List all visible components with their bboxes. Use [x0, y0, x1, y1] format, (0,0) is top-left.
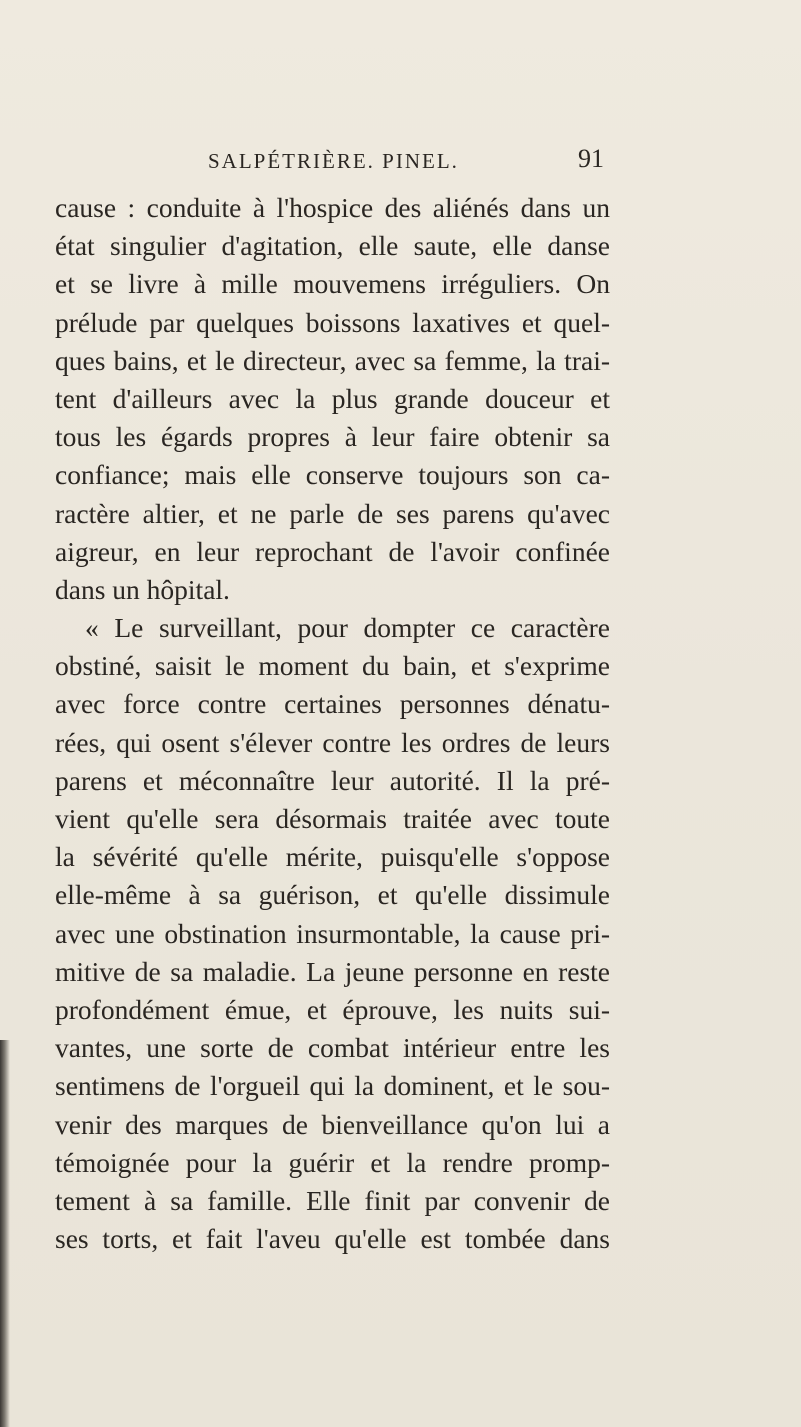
text-line: ses torts, et fait l'aveu qu'elle est tombée dans	[55, 1223, 610, 1255]
text-line: témoignée pour la guérir et la rendre promp-	[55, 1146, 610, 1178]
text-line: vantes, une sorte de combat intérieur entre les	[55, 1032, 610, 1064]
text-line: ractère altier, et ne parle de ses parens qu'avec	[55, 497, 610, 529]
text-line: prélude par quelques boissons laxatives et quel-	[55, 306, 610, 338]
page-number: 91	[578, 144, 604, 173]
text-line: tement à sa famille. Elle finit par convenir de	[55, 1184, 610, 1216]
text-line: venir des marques de bienveillance qu'on lui a	[55, 1108, 610, 1140]
text-line: parens et méconnaître leur autorité. Il la pré-	[55, 764, 610, 796]
text-line: « Le surveillant, pour dompter ce caractère	[85, 612, 610, 644]
text-line: état singulier d'agitation, elle saute, elle danse	[55, 230, 610, 262]
text-line: aigreur, en leur reprochant de l'avoir confinée	[55, 535, 610, 567]
text-line: elle-même à sa guérison, et qu'elle dissimule	[55, 879, 610, 911]
text-line: dans un hôpital.	[55, 573, 230, 605]
body-text	[55, 189, 610, 1258]
text-line: ques bains, et le directeur, avec sa femme, la trai-	[55, 344, 610, 376]
text-line: tent d'ailleurs avec la plus grande douceur et	[55, 382, 610, 414]
text-line: cause : conduite à l'hospice des aliénés dans un	[55, 192, 610, 223]
text-line: profondément émue, et éprouve, les nuits sui-	[55, 993, 610, 1025]
running-head: SALPÉTRIÈRE. PINEL.	[208, 149, 459, 173]
text-line: tous les égards propres à leur faire obtenir sa	[55, 421, 610, 453]
text-line: confiance; mais elle conserve toujours son ca-	[55, 459, 610, 491]
page-edge-shadow	[0, 1040, 10, 1427]
text-line: sentimens de l'orgueil qui la dominent, et le sou-	[55, 1070, 610, 1102]
text-line: mitive de sa maladie. La jeune personne en reste	[55, 955, 610, 987]
text-line: avec une obstination insurmontable, la cause pri-	[55, 917, 610, 949]
text-line: obstiné, saisit le moment du bain, et s'exprime	[55, 650, 610, 682]
text-line: rées, qui osent s'élever contre les ordres de leurs	[55, 726, 610, 758]
text-line: et se livre à mille mouvemens irréguliers. On	[55, 268, 610, 300]
text-line: avec force contre certaines personnes dénatu-	[55, 688, 610, 720]
text-line: vient qu'elle sera désormais traitée avec toute	[55, 803, 610, 834]
text-line: la sévérité qu'elle mérite, puisqu'elle s'oppose	[55, 841, 610, 873]
